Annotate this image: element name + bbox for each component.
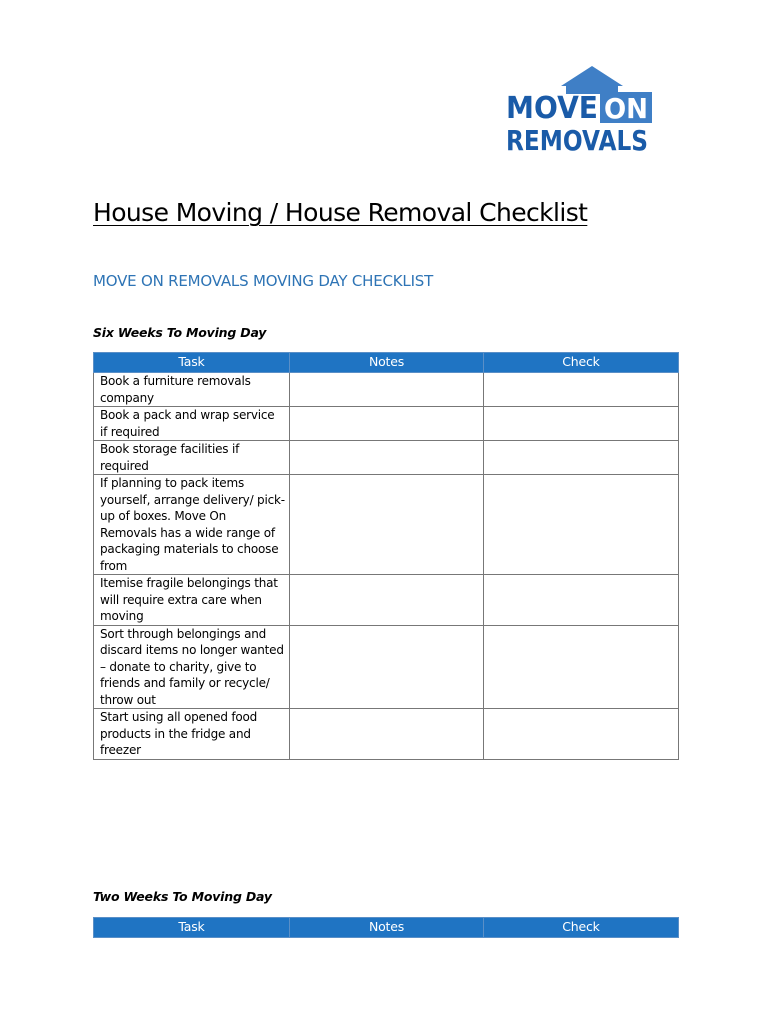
move-on-removals-logo	[500, 58, 655, 157]
notes-cell[interactable]	[290, 575, 484, 626]
task-cell: Book a furniture removals company	[94, 373, 290, 407]
column-header-task: Task	[94, 353, 290, 373]
checklist-table-two-weeks	[93, 917, 679, 938]
table-row	[94, 441, 679, 475]
section-heading-six-weeks: Six Weeks To Moving Day	[93, 325, 267, 340]
checklist-table-six-weeks	[93, 352, 679, 760]
notes-cell[interactable]	[290, 625, 484, 709]
house-roof-shape	[561, 66, 623, 94]
task-cell: If planning to pack items yourself, arrange delivery/ pick-up of boxes. Move On Removals has a wide range of packaging materials to choose from	[94, 475, 290, 575]
check-cell[interactable]	[484, 709, 679, 760]
section-heading-two-weeks: Two Weeks To Moving Day	[93, 889, 272, 904]
check-cell[interactable]	[484, 407, 679, 441]
task-cell: Itemise fragile belongings that will require extra care when moving	[94, 575, 290, 626]
task-cell: Book a pack and wrap service if required	[94, 407, 290, 441]
table-header-row	[94, 918, 679, 938]
check-cell[interactable]	[484, 625, 679, 709]
notes-cell[interactable]	[290, 475, 484, 575]
notes-cell[interactable]	[290, 407, 484, 441]
logo-move-text: MOVE	[506, 91, 598, 126]
notes-cell[interactable]	[290, 373, 484, 407]
table-row	[94, 709, 679, 760]
table-row	[94, 373, 679, 407]
check-cell[interactable]	[484, 441, 679, 475]
table-row	[94, 407, 679, 441]
page-title: House Moving / House Removal Checklist	[93, 198, 588, 227]
table-header-row	[94, 353, 679, 373]
table-row	[94, 625, 679, 709]
table-row	[94, 575, 679, 626]
check-cell[interactable]	[484, 373, 679, 407]
page-subtitle: MOVE ON REMOVALS MOVING DAY CHECKLIST	[93, 272, 434, 290]
check-cell[interactable]	[484, 475, 679, 575]
table-row	[94, 475, 679, 575]
notes-cell[interactable]	[290, 441, 484, 475]
column-header-check: Check	[484, 918, 679, 938]
logo-removals-text: REMOVALS	[506, 124, 648, 157]
check-cell[interactable]	[484, 575, 679, 626]
task-cell: Sort through belongings and discard items no longer wanted – donate to charity, give to friends and family or recycle/ throw out	[94, 625, 290, 709]
task-cell: Start using all opened food products in the fridge and freezer	[94, 709, 290, 760]
column-header-notes: Notes	[290, 353, 484, 373]
task-cell: Book storage facilities if required	[94, 441, 290, 475]
column-header-notes: Notes	[290, 918, 484, 938]
logo-on-text: ON	[604, 92, 648, 125]
notes-cell[interactable]	[290, 709, 484, 760]
column-header-task: Task	[94, 918, 290, 938]
column-header-check: Check	[484, 353, 679, 373]
